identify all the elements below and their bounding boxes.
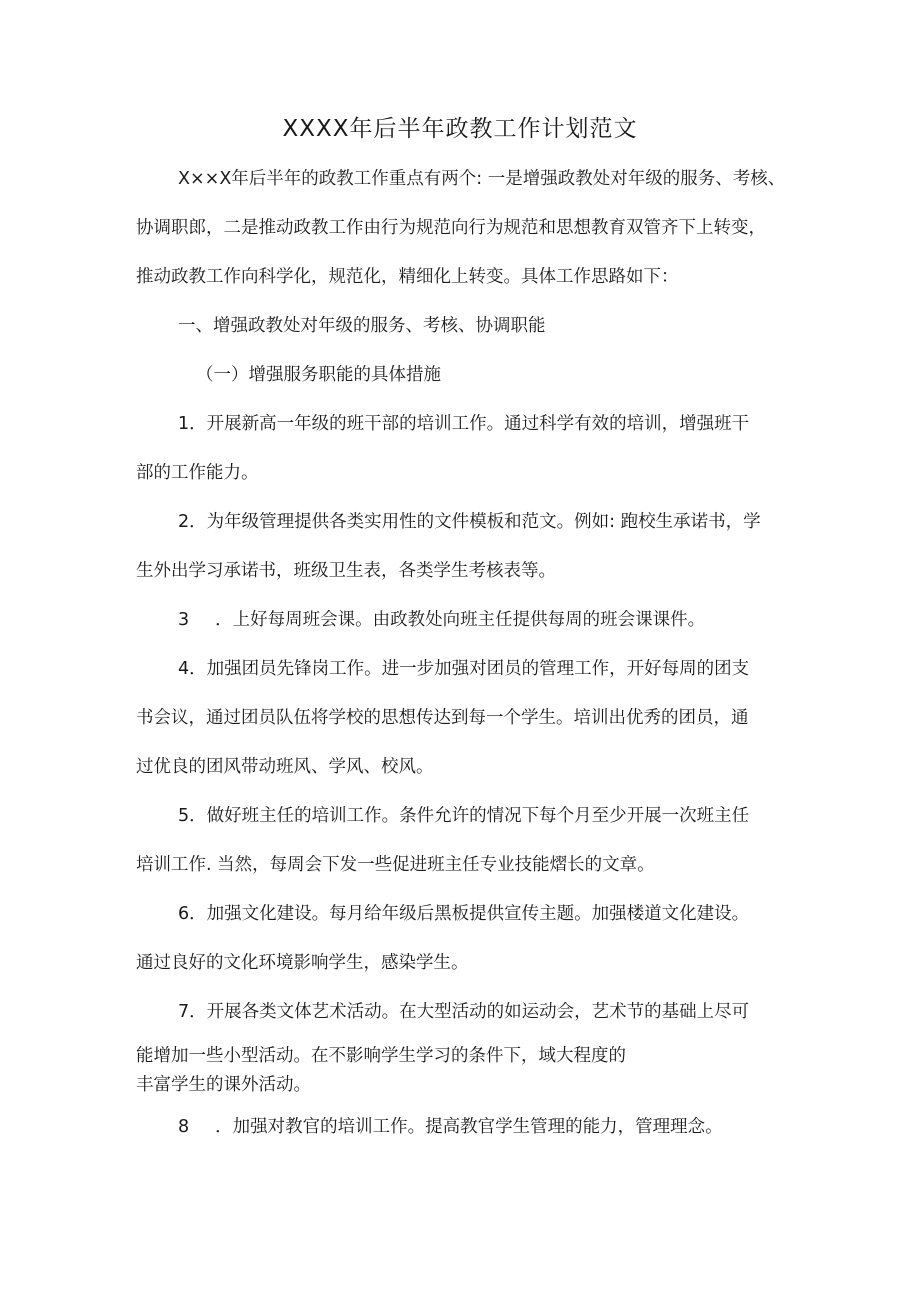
item-text: ．加强团员先锋岗工作。进一步加强对团员的管理工作，开好每周的团支 <box>189 659 750 679</box>
subsection-heading: （一）增强服务职能的具体措施 <box>196 365 441 385</box>
document-title: XXXX年后半年政教工作计划范文 <box>282 116 638 142</box>
item-text: ．加强文化建设。每月给年级后黑板提供宣传主题。加强楼道文化建设。 <box>189 904 750 924</box>
list-item-7 <box>178 998 749 1026</box>
list-item-4 <box>178 655 749 683</box>
item-text: ．为年级管理提供各类实用性的文件模板和范文。例如: 跑校生承诺书，学 <box>189 512 761 532</box>
list-item-7-cont-2: 丰富学生的课外活动。 <box>136 1075 311 1095</box>
list-item-8 <box>178 1113 723 1141</box>
intro-line-1: X××X年后半年的政教工作重点有两个: 一是增强政教处对年级的服务、考核、 <box>178 169 786 189</box>
list-item-6 <box>178 900 749 928</box>
list-item-4-cont-2: 过优良的团风带动班风、学风、校风。 <box>136 757 434 777</box>
item-text: ．上好每周班会课。由政教处向班主任提供每周的班会课课件。 <box>215 610 706 630</box>
item-number: 5 <box>178 806 190 826</box>
item-text: ．开展新高一年级的班干部的培训工作。通过科学有效的培训，增强班干 <box>189 414 750 434</box>
list-item-5 <box>178 802 749 830</box>
item-number: 4 <box>178 659 190 679</box>
item-number: 1 <box>178 414 190 434</box>
list-item-1-cont: 部的工作能力。 <box>136 463 259 483</box>
list-item-7-cont-1: 能增加一些小型活动。在不影响学生学习的条件下，域大程度的 <box>136 1046 626 1066</box>
intro-line-3: 推动政教工作向科学化，规范化，精细化上转变。具体工作思路如下： <box>136 267 679 287</box>
list-item-2-cont: 生外出学习承诺书，班级卫生表，各类学生考核表等。 <box>136 561 556 581</box>
list-item-1 <box>178 410 749 438</box>
item-text: ．加强对教官的培训工作。提高教官学生管理的能力，管理理念。 <box>215 1117 723 1137</box>
item-number: 7 <box>178 1002 190 1022</box>
item-number: 3 <box>178 610 190 630</box>
list-item-5-cont: 培训工作. 当然，每周会下发一些促进班主任专业技能熠长的文章。 <box>136 855 655 875</box>
intro-line-2: 协调职郎，二是推动政教工作由行为规范向行为规范和思想教育双管齐下上转变， <box>136 218 766 238</box>
item-number: 8 <box>178 1117 190 1137</box>
item-number: 2 <box>178 512 190 532</box>
item-text: ．做好班主任的培训工作。条件允许的情况下每个月至少开展一次班主任 <box>189 806 750 826</box>
section-heading: 一、增强政教处对年级的服务、考核、协调职能 <box>178 316 546 336</box>
list-item-4-cont-1: 书会议，通过团员队伍将学校的思想传达到每一个学生。培训出优秀的团员，通 <box>136 708 749 728</box>
list-item-3 <box>178 606 705 634</box>
list-item-2 <box>178 508 761 536</box>
item-number: 6 <box>178 904 190 924</box>
item-text: ．开展各类文体艺术活动。在大型活动的如运动会，艺术节的基础上尽可 <box>189 1002 750 1022</box>
list-item-6-cont: 通过良好的文化环境影响学生，感染学生。 <box>136 953 469 973</box>
